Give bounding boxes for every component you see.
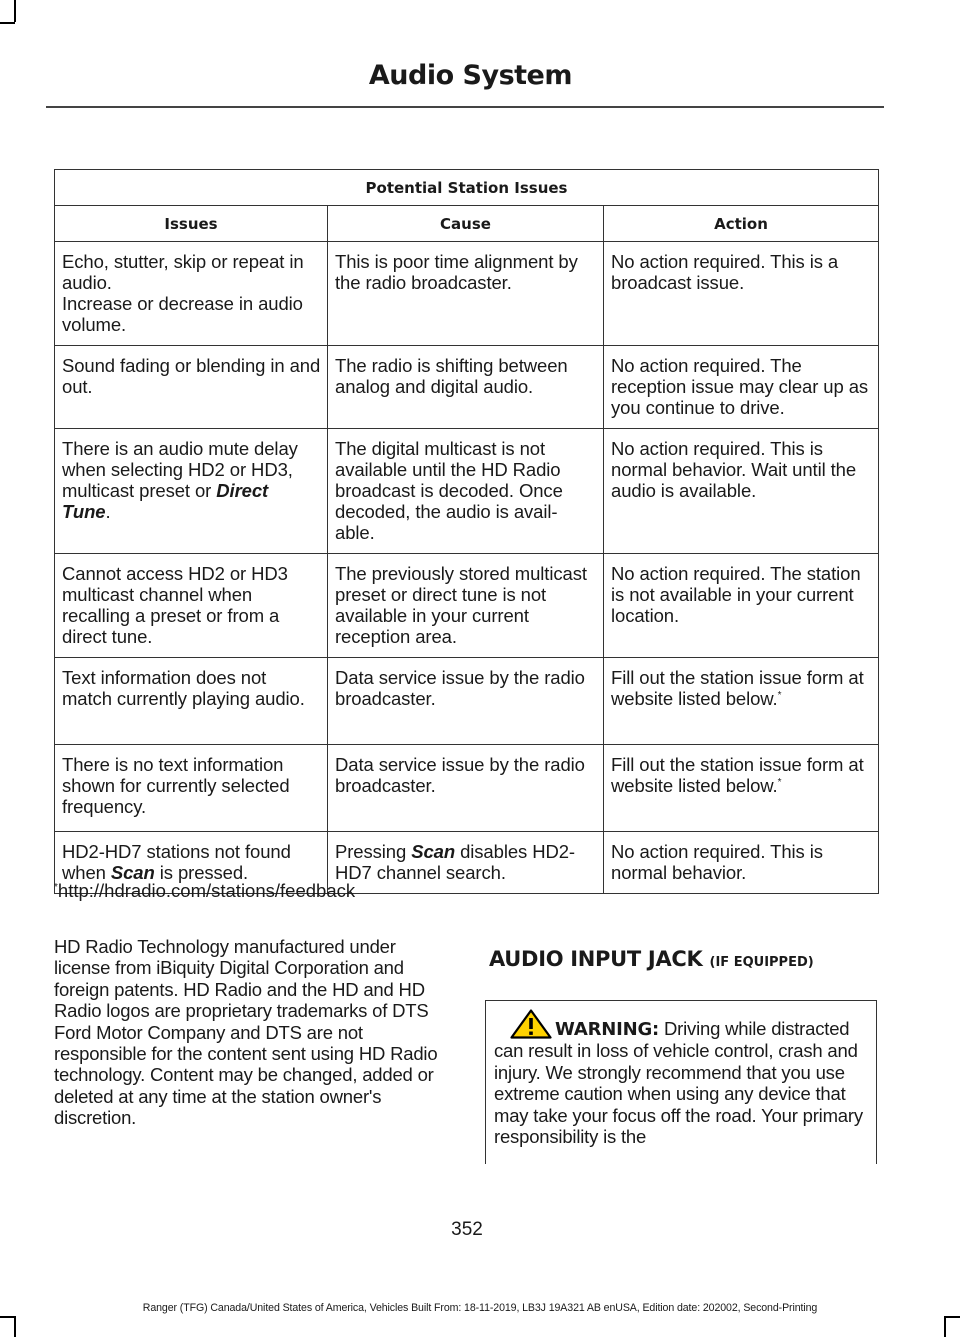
action-text: Fill out the station issue form at website listed below. xyxy=(611,754,864,796)
action-text: Fill out the station issue form at website listed below. xyxy=(611,667,864,709)
action-cell: No action required. This is normal behavior. xyxy=(604,832,879,894)
cause-cell: Data service issue by the radio broadcaster. xyxy=(328,658,604,745)
crop-mark xyxy=(0,22,15,24)
issue-cell: There is no text information shown for currently selected frequency. xyxy=(55,745,328,832)
table-header-row xyxy=(55,206,879,242)
cause-cell: The previously stored multicast preset or direct tune is not available in your current reception area. xyxy=(328,554,604,658)
footnote-marker: * xyxy=(777,776,782,788)
crop-mark xyxy=(0,1316,15,1318)
header-divider xyxy=(46,106,884,108)
crop-mark xyxy=(944,1316,946,1337)
crop-mark xyxy=(14,0,16,22)
warning-box xyxy=(485,1000,877,1164)
page-footer: Ranger (TFG) Canada/United States of America, Vehicles Built From: 18-11-2019, LB3J 19A321 AB enUSA, Edition date: 202002, Second-Printing xyxy=(142,1302,818,1314)
table-row xyxy=(55,745,879,832)
footnote-marker: * xyxy=(54,881,58,893)
station-issues-table xyxy=(54,169,879,894)
table-row xyxy=(55,346,879,429)
section-title: AUDIO INPUT JACK xyxy=(489,947,703,971)
issue-cell: Cannot access HD2 or HD3 multicast channel when recalling a preset or from a direct tune. xyxy=(55,554,328,658)
page-title: Audio System xyxy=(368,60,572,91)
cause-text-end: disables HD2-HD7 channel search. xyxy=(335,841,575,883)
scan-label: Scan xyxy=(110,862,155,883)
crop-mark xyxy=(944,1316,960,1318)
warning-label: WARNING: xyxy=(555,1019,660,1040)
action-cell: No action required. The reception issue may clear up as you continue to drive. xyxy=(604,346,879,429)
warning-triangle-icon xyxy=(510,1009,552,1039)
footnote-marker: * xyxy=(777,689,782,701)
table-row xyxy=(55,429,879,554)
warning-text: Driving while distracted can result in loss of vehicle control, crash and injury. We strongly recommend that you use extreme caution when using any device that may take your focus off the road. Your primary responsibility is the xyxy=(494,1018,863,1148)
crop-mark xyxy=(14,1316,16,1337)
issue-text: There is an audio mute delay when selecting HD2 or HD3, multicast preset or xyxy=(62,438,298,501)
issue-text: Echo, stutter, skip or repeat in audio. xyxy=(62,251,304,293)
cause-cell: This is poor time alignment by the radio broadcaster. xyxy=(328,242,604,346)
column-header-action: Action xyxy=(604,206,879,242)
action-cell: No action required. This is normal behavior. Wait until the audio is available. xyxy=(604,429,879,554)
issue-cell xyxy=(55,242,328,346)
action-cell: No action required. This is a broadcast issue. xyxy=(604,242,879,346)
section-qualifier: (IF EQUIPPED) xyxy=(709,955,814,970)
issue-cell: Text information does not match currently playing audio. xyxy=(55,658,328,745)
cause-cell: The digital multicast is not available until the HD Radio broadcast is decoded. Once decoded, the audio is avail-able. xyxy=(328,429,604,554)
cause-cell: The radio is shifting between analog and digital audio. xyxy=(328,346,604,429)
footnote-url: http://hdradio.com/stations/feedback xyxy=(57,880,356,901)
cause-cell: Data service issue by the radio broadcaster. xyxy=(328,745,604,832)
issue-text: HD2-HD7 stations not found when xyxy=(62,841,291,883)
direct-tune-label: Direct Tune xyxy=(62,480,269,522)
issue-text-end: is pressed. xyxy=(154,862,249,883)
table-row xyxy=(55,554,879,658)
issue-cell: Sound fading or blending in and out. xyxy=(55,346,328,429)
issue-cell xyxy=(55,429,328,554)
section-heading xyxy=(489,947,814,971)
column-header-cause: Cause xyxy=(328,206,604,242)
cause-text: Pressing xyxy=(335,841,412,862)
action-cell: No action required. The station is not available in your current location. xyxy=(604,554,879,658)
footnote xyxy=(54,880,355,902)
table-row xyxy=(55,242,879,346)
scan-label: Scan xyxy=(411,841,456,862)
action-cell xyxy=(604,658,879,745)
table-title: Potential Station Issues xyxy=(55,170,879,206)
table-title-row xyxy=(55,170,879,206)
issue-text-end: . xyxy=(105,501,111,522)
cause-cell xyxy=(328,832,604,894)
issue-text: Increase or decrease in audio volume. xyxy=(62,293,303,335)
column-header-issues: Issues xyxy=(55,206,328,242)
license-paragraph: HD Radio Technology manufactured under license from iBiquity Digital Corporation and foreign patents. HD Radio and the HD and HD Radio logos are proprietary trademarks of DTS Ford Motor Company and DTS are not responsible for the content sent using HD Radio technology. Content may be changed, added or deleted at any time at the station owner's discretion. xyxy=(54,936,438,1129)
action-cell xyxy=(604,745,879,832)
page-number: 352 xyxy=(451,1219,483,1240)
table-row xyxy=(55,658,879,745)
